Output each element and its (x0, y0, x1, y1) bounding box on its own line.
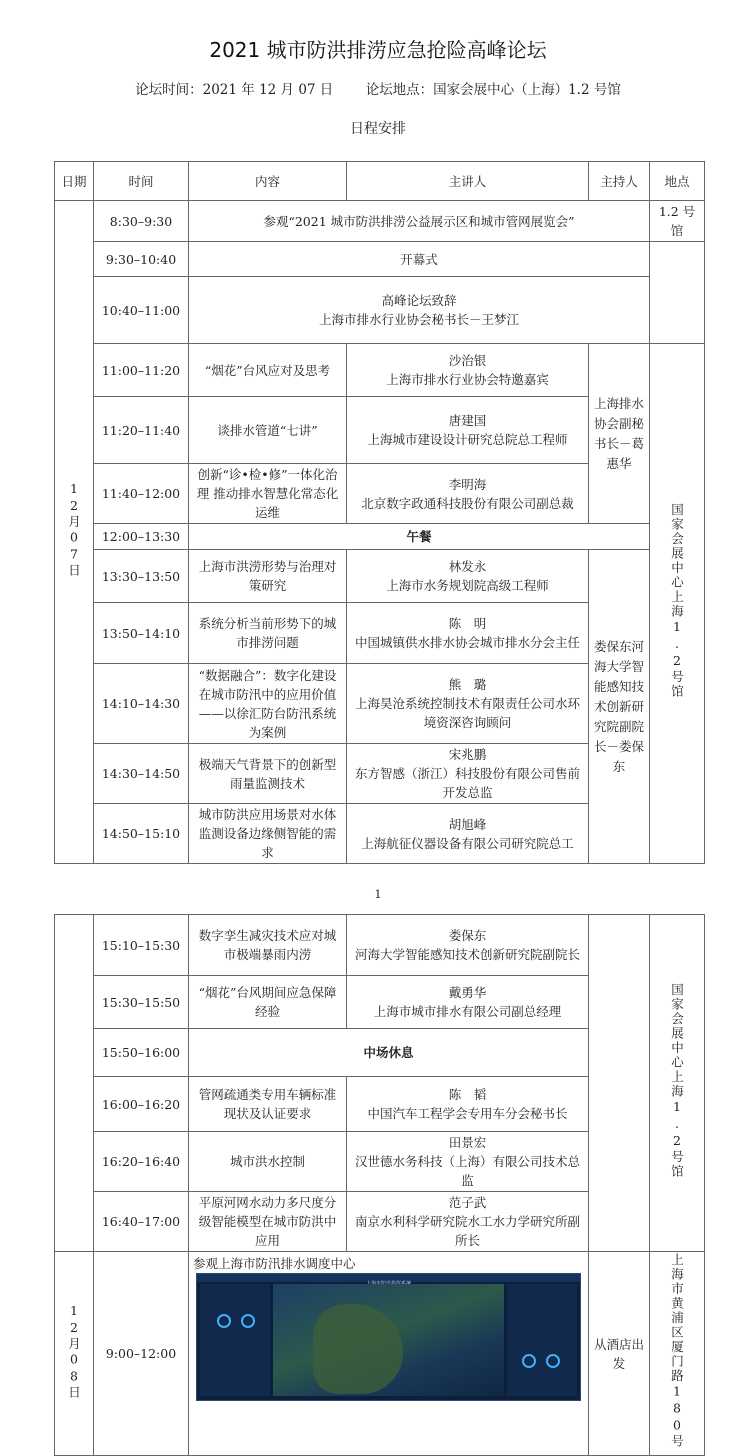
content-cell: “烟花”台风应对及思考 (189, 344, 347, 397)
speaker-title: 中国城镇供水排水协会城市排水分会主任 (354, 635, 580, 650)
time-cell: 9:00–12:00 (94, 1252, 189, 1456)
time-cell: 14:10–14:30 (94, 664, 189, 744)
speaker-title: 汉世德水务科技（上海）有限公司技术总监 (354, 1154, 580, 1188)
content-subtitle: 上海市排水行业协会秘书长－王梦江 (318, 312, 519, 327)
speaker-cell (347, 550, 589, 603)
speaker-title: 东方智感（浙江）科技股份有限公司售前开发总监 (354, 766, 580, 800)
speaker-title: 上海昊沧系统控制技术有限责任公司水环境资深咨询顾问 (354, 696, 580, 730)
content-cell: 管网疏通类专用车辆标准现状及认证要求 (189, 1077, 347, 1132)
col-date: 日期 (55, 162, 94, 201)
speaker-title: 上海市水务规划院高级工程师 (386, 578, 549, 593)
content-cell: 谈排水管道“七讲” (189, 397, 347, 464)
speaker-name: 熊 璐 (448, 677, 487, 692)
content-cell: 极端天气背景下的创新型雨量监测技术 (189, 744, 347, 804)
page-title: 2021 城市防洪排涝应急抢险高峰论坛 (209, 38, 547, 62)
content-cell: 数字孪生减灾技术应对城市极端暴雨内涝 (189, 915, 347, 976)
content-cell: 平原河网水动力多尺度分级智能模型在城市防洪中应用 (189, 1192, 347, 1252)
venue-cell: 国家会展中心上海1.2号馆 (650, 344, 705, 864)
table-row (55, 201, 705, 242)
time-cell: 9:30–10:40 (94, 242, 189, 277)
speaker-cell (347, 344, 589, 397)
table-row (55, 1252, 705, 1456)
speaker-title: 河海大学智能感知技术创新研究院副院长 (354, 947, 580, 962)
host-cell: 娄保东河海大学智能感知技术创新研究院副院长－娄保东 (589, 550, 650, 864)
venue-cell: 国家会展中心上海1.2号馆 (650, 915, 705, 1252)
break-cell: 中场休息 (189, 1029, 589, 1077)
content-cell: 城市洪水控制 (189, 1132, 347, 1192)
table-row (55, 277, 705, 344)
time-cell: 11:40–12:00 (94, 464, 189, 524)
page-number: 1 (374, 888, 382, 901)
forum-time: 论坛时间：2021 年 12 月 07 日 (135, 82, 334, 98)
content-cell: 创新“诊•检•修”一体化治理 推动排水智慧化常态化运维 (189, 464, 347, 524)
time-cell: 13:30–13:50 (94, 550, 189, 603)
time-cell: 14:30–14:50 (94, 744, 189, 804)
speaker-title: 上海城市建设设计研究总院总工程师 (367, 432, 568, 447)
venue-cell: 1.2 号馆 (650, 201, 705, 242)
time-cell: 16:20–16:40 (94, 1132, 189, 1192)
time-cell: 15:50–16:00 (94, 1029, 189, 1077)
time-cell: 13:50–14:10 (94, 603, 189, 664)
speaker-title: 中国汽车工程学会专用车分会秘书长 (367, 1106, 568, 1121)
speaker-name: 李明海 (448, 476, 487, 492)
speaker-title: 上海市城市排水有限公司副总经理 (373, 1004, 562, 1019)
content-cell: 城市防洪应用场景对水体监测设备边缘侧智能的需求 (189, 804, 347, 864)
col-content: 内容 (189, 162, 347, 201)
content-cell: “数据融合”：数字化建设在城市防汛中的应用价值——以徐汇防台防汛系统为案例 (189, 664, 347, 744)
table-row (55, 242, 705, 277)
speaker-name: 戴勇华 (448, 985, 487, 1000)
time-cell: 8:30–9:30 (94, 201, 189, 242)
content-cell: 参观“2021 城市防洪排涝公益展示区和城市管网展览会” (189, 201, 650, 242)
time-cell: 12:00–13:30 (94, 524, 189, 550)
table-row (55, 344, 705, 397)
content-cell: 系统分析当前形势下的城市排涝问题 (189, 603, 347, 664)
table-row (55, 550, 705, 603)
speaker-cell (347, 1077, 589, 1132)
table-row (55, 524, 705, 550)
date-cell: 12月07日 (55, 201, 94, 864)
table-row (55, 915, 705, 976)
col-venue: 地点 (650, 162, 705, 201)
content-title: 高峰论坛致辞 (381, 293, 457, 308)
content-cell (189, 1252, 589, 1456)
speaker-name: 沙治银 (448, 353, 487, 368)
time-cell: 14:50–15:10 (94, 804, 189, 864)
speaker-cell (347, 1192, 589, 1252)
time-cell: 16:00–16:20 (94, 1077, 189, 1132)
date-cell: 12月08日 (55, 1252, 94, 1456)
content-cell: 开幕式 (189, 242, 650, 277)
speaker-cell (347, 976, 589, 1029)
content-title: 参观上海市防汛排水调度中心 (193, 1256, 356, 1271)
speaker-cell (347, 464, 589, 524)
speaker-name: 陈 韬 (448, 1087, 487, 1102)
speaker-cell (347, 664, 589, 744)
time-cell: 16:40–17:00 (94, 1192, 189, 1252)
speaker-cell (347, 397, 589, 464)
speaker-name: 林发永 (448, 559, 487, 574)
speaker-cell (347, 603, 589, 664)
schedule-table-1 (54, 161, 705, 864)
forum-venue: 论坛地点：国家会展中心（上海）1.2 号馆 (365, 82, 621, 98)
speaker-name: 唐建国 (448, 413, 487, 428)
speaker-title: 上海市排水行业协会特邀嘉宾 (386, 372, 549, 387)
venue-cell-empty (650, 242, 705, 344)
host-cell-empty (589, 915, 650, 1252)
speaker-name: 娄保东 (448, 928, 487, 943)
speaker-title: 北京数字政通科技股份有限公司副总裁 (361, 495, 574, 511)
speaker-title: 上海航征仪器设备有限公司研究院总工 (361, 835, 574, 851)
content-cell (189, 277, 650, 344)
speaker-name: 胡旭峰 (448, 816, 487, 832)
lunch-cell: 午餐 (189, 524, 650, 550)
time-cell: 15:10–15:30 (94, 915, 189, 976)
content-cell: “烟花”台风期间应急保障经验 (189, 976, 347, 1029)
host-cell: 从酒店出发 (589, 1252, 650, 1456)
host-cell: 上海排水协会副秘书长－葛惠华 (589, 344, 650, 524)
schedule-heading: 日程安排 (350, 121, 406, 137)
dispatch-center-screenshot (196, 1273, 581, 1401)
schedule-table-2 (54, 914, 705, 1456)
speaker-name: 田景宏 (448, 1135, 487, 1150)
speaker-name: 宋兆鹏 (448, 747, 487, 762)
content-cell: 上海市洪涝形势与治理对策研究 (189, 550, 347, 603)
date-cell-empty (55, 915, 94, 1252)
time-cell: 11:00–11:20 (94, 344, 189, 397)
time-cell: 10:40–11:00 (94, 277, 189, 344)
col-time: 时间 (94, 162, 189, 201)
speaker-cell (347, 1132, 589, 1192)
col-host: 主持人 (589, 162, 650, 201)
time-cell: 11:20–11:40 (94, 397, 189, 464)
speaker-cell (347, 804, 589, 864)
speaker-cell (347, 744, 589, 804)
forum-meta (0, 78, 756, 98)
speaker-name: 范子武 (448, 1195, 487, 1210)
speaker-name: 陈 明 (448, 616, 487, 631)
speaker-cell (347, 915, 589, 976)
time-cell: 15:30–15:50 (94, 976, 189, 1029)
col-speaker: 主讲人 (347, 162, 589, 201)
venue-cell: 上海市黄浦区厦门路180号 (650, 1252, 705, 1456)
speaker-title: 南京水利科学研究院水工水力学研究所副所长 (354, 1214, 580, 1248)
